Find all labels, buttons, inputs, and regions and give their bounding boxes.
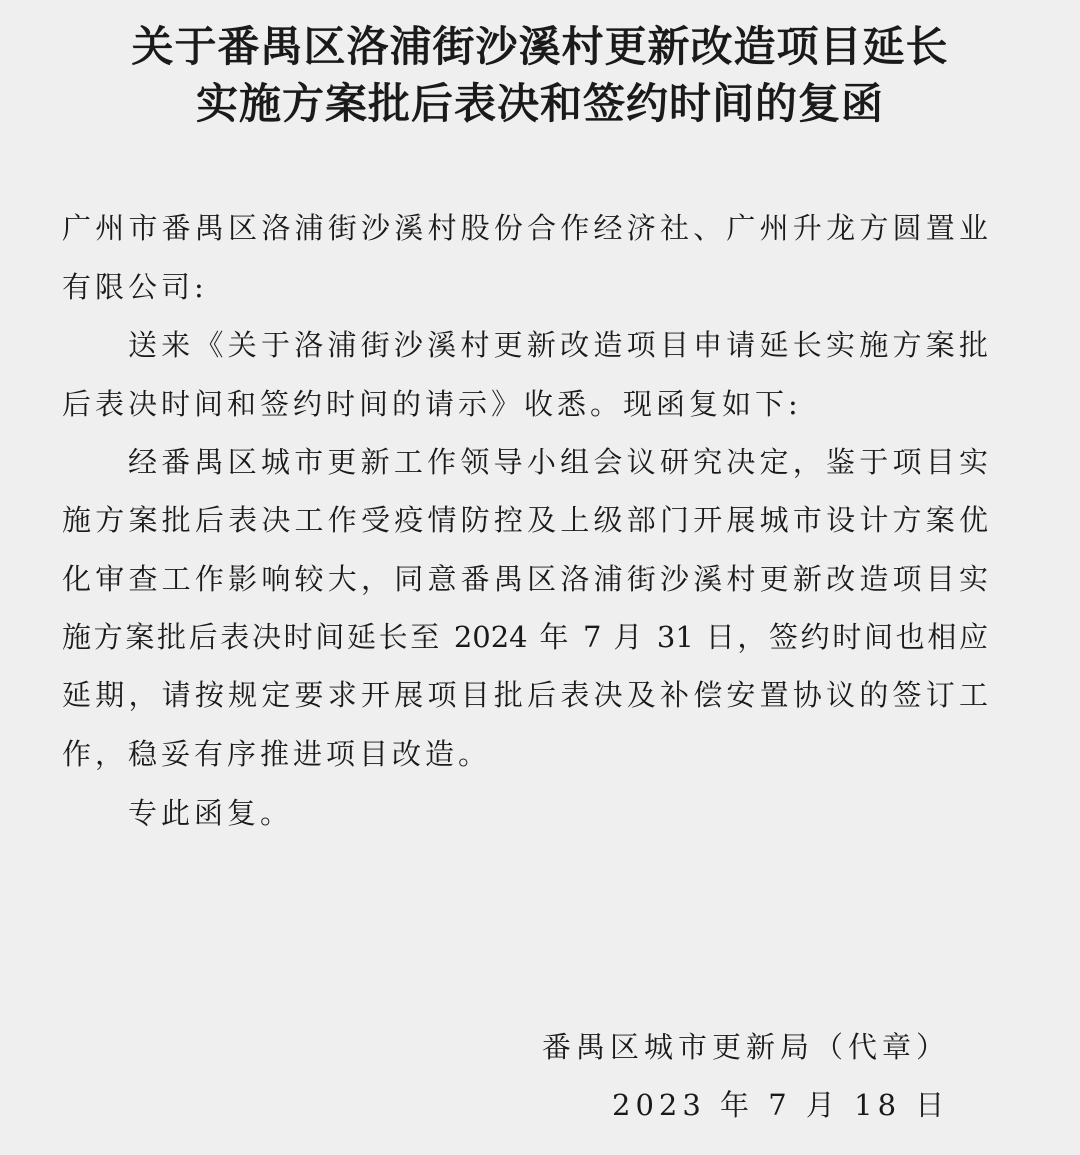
title-line-2: 实施方案批后表决和签约时间的复函 (195, 79, 884, 128)
body-line: 后表决时间和签约时间的请示》收悉。现函复如下: (62, 387, 802, 421)
addressee-line: 广州市番禺区洛浦街沙溪村股份合作经济社、广州升龙方圆置业 (62, 211, 988, 245)
title-line-1: 关于番禺区洛浦街沙溪村更新改造项目延长 (131, 22, 949, 71)
closing-line: 专此函复。 (128, 796, 294, 830)
body-line: 作，稳妥有序推进项目改造。 (62, 737, 492, 771)
body-line: 经番禺区城市更新工作领导小组会议研究决定，鉴于项目实 (128, 445, 988, 479)
body-line: 施方案批后表决工作受疫情防控及上级部门开展城市设计方案优 (62, 503, 988, 537)
date: 2023 年 7 月 18 日 (612, 1088, 950, 1122)
addressee-line: 有限公司: (62, 270, 208, 304)
body-line: 延期，请按规定要求开展项目批后表决及补偿安置协议的签订工 (62, 678, 988, 712)
body-line: 化审查工作影响较大，同意番禺区洛浦街沙溪村更新改造项目实 (62, 562, 988, 596)
body-line: 送来《关于洛浦街沙溪村更新改造项目申请延长实施方案批 (128, 328, 988, 362)
body-line: 施方案批后表决时间延长至 2024 年 7 月 31 日，签约时间也相应 (62, 620, 988, 654)
issuer: 番禺区城市更新局（代章） (542, 1030, 951, 1064)
